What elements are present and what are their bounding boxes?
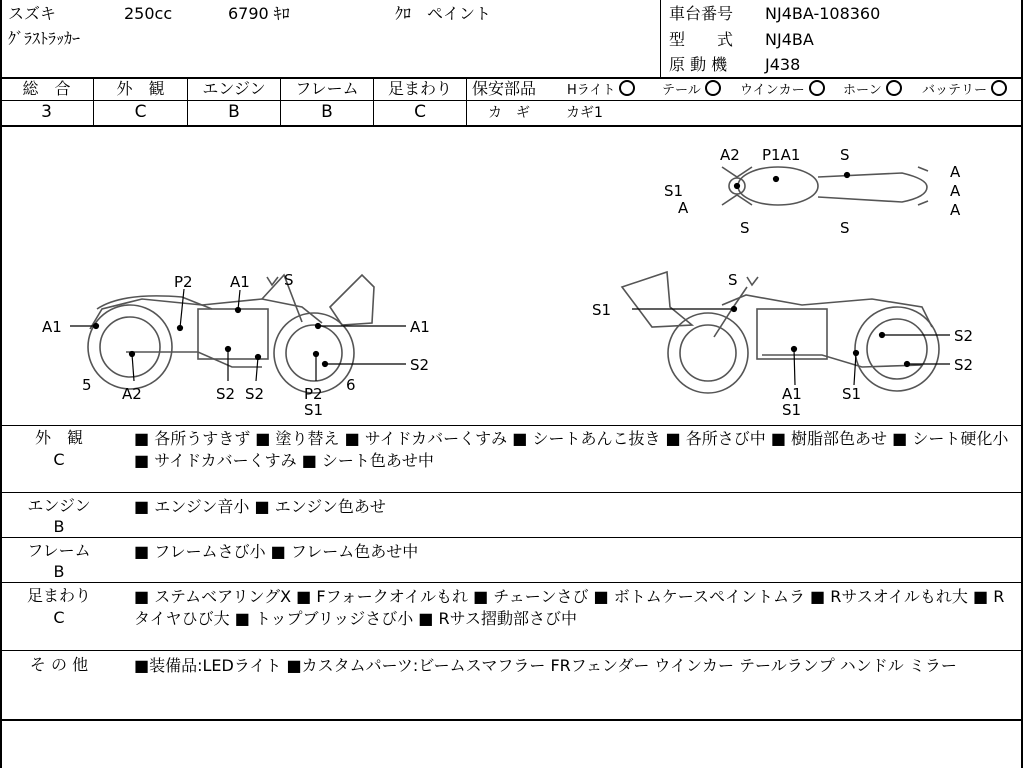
diagram-label: A <box>950 182 961 200</box>
diagram-label: 5 <box>82 376 92 394</box>
safety-label: 保安部品 <box>472 79 537 98</box>
grade-frame: B <box>321 102 333 122</box>
diagram-label: A1 <box>410 318 430 336</box>
diagram-label: S2 <box>954 356 974 374</box>
safety-item-tail: テール <box>662 80 721 101</box>
check-circle-icon <box>886 80 902 96</box>
divider <box>0 492 1023 493</box>
frame-no-label: 車台番号 <box>669 4 734 23</box>
divider <box>0 425 1023 426</box>
key-value: カギ1 <box>566 105 603 121</box>
diagram-label: 6 <box>346 376 356 394</box>
type-label: 型 式 <box>669 30 734 49</box>
safety-item-horn: ホーン <box>843 80 902 101</box>
safety-item-battery: バッテリー <box>922 80 1007 101</box>
remark-text-exterior: ■ 各所うすきず ■ 塗り替え ■ サイドカバーくすみ ■ シートあんこ抜き ■ 各所さび中 ■ 樹脂部色あせ ■ シート硬化小 ■ サイドカバーくすみ ■ シート色あせ中 <box>134 429 1009 470</box>
remark-label-frame: フレーム <box>27 541 91 560</box>
diagram-label: S2 <box>216 385 236 403</box>
right-side-motorcycle <box>622 272 939 393</box>
diagram-label: S1 <box>592 301 612 319</box>
top-view-motorcycle <box>722 167 928 205</box>
remark-text-frame: ■ フレームさび小 ■ フレーム色あせ中 <box>134 542 419 561</box>
frame-no: NJ4BA-108360 <box>765 4 881 23</box>
grade-total: 3 <box>41 102 52 122</box>
diagram-label: S <box>840 146 850 164</box>
diagram-label: A1 <box>782 385 802 403</box>
diagram-label: S <box>284 271 294 289</box>
check-circle-icon <box>809 80 825 96</box>
grade-frame-label: フレーム <box>295 79 359 98</box>
engine-code: J438 <box>765 55 801 74</box>
diagram-label: A1 <box>42 318 62 336</box>
diagram-label: S1 <box>664 182 684 200</box>
remark-grade-frame: B <box>53 562 65 581</box>
diagram-label: A2 <box>122 385 142 403</box>
diagram-label: A <box>950 163 961 181</box>
remark-label-suspension: 足まわり <box>26 586 91 605</box>
grade-engine: B <box>228 102 240 122</box>
diagram-label: A <box>678 199 689 217</box>
diagram-label: P2 <box>174 273 193 291</box>
damage-diagram <box>2 127 1021 425</box>
diagram-label: A <box>950 201 961 219</box>
remark-text-engine: ■ エンジン音小 ■ エンジン色あせ <box>134 497 386 516</box>
diagram-label: S2 <box>245 385 265 403</box>
check-circle-icon <box>705 80 721 96</box>
divider <box>0 582 1023 583</box>
type-value: NJ4BA <box>765 30 814 49</box>
divider <box>660 0 661 78</box>
color: ｸﾛ ペイント <box>395 4 492 23</box>
grade-engine-label: エンジン <box>202 79 266 98</box>
diagram-label: A1 <box>230 273 250 291</box>
diagram-label: S1 <box>842 385 862 403</box>
outer-border-right <box>1021 0 1023 768</box>
remark-text-suspension: ■ ステムベアリングX ■ Fフォークオイルもれ ■ チェーンさび ■ ボトムケースペイントムラ ■ Rサスオイルもれ大 ■ Rタイヤひび大 ■ トップブリッジさび小 ■ Rサス摺動部さび中 <box>134 587 1005 628</box>
remark-label-exterior: 外 観 <box>34 428 83 447</box>
engine-code-label: 原 動 機 <box>669 55 728 74</box>
divider <box>0 719 1023 721</box>
remark-grade-engine: B <box>53 517 65 536</box>
divider <box>0 537 1023 538</box>
key-label: カ ギ <box>488 105 530 121</box>
remark-label-engine: エンジン <box>27 496 91 515</box>
grade-suspension: C <box>414 102 426 122</box>
remark-grade-exterior: C <box>53 450 65 469</box>
model-name: ｸﾞﾗｽﾄﾗｯｶｰ <box>8 29 81 48</box>
diagram-label: A2 <box>720 146 740 164</box>
diagram-label: S1 <box>304 401 324 419</box>
diagram-label: S2 <box>410 356 430 374</box>
safety-item-winker: ウインカー <box>740 80 825 101</box>
remark-label-other: そ の 他 <box>29 655 89 674</box>
diagram-label: S2 <box>954 327 974 345</box>
diagram-labels <box>42 146 973 419</box>
diagram-label: P2 <box>304 385 323 403</box>
remark-grade-suspension: C <box>53 608 65 627</box>
displacement: 250cc <box>124 4 173 23</box>
safety-item-headlight: Hライト <box>567 80 635 101</box>
grade-suspension-label: 足まわり <box>387 79 452 98</box>
remark-text-other: ■装備品:LEDライト ■カスタムパーツ:ビームスマフラー FRフェンダー ウインカー テールランプ ハンドル ミラー <box>134 656 957 675</box>
diagram-label: S <box>840 219 850 237</box>
grade-exterior: C <box>134 102 147 122</box>
diagram-label: S <box>728 271 738 289</box>
diagram-label: S <box>740 219 750 237</box>
grade-exterior-label: 外 観 <box>116 79 165 98</box>
check-circle-icon <box>991 80 1007 96</box>
divider <box>0 650 1023 651</box>
mileage: 6790 ｷﾛ <box>228 4 290 23</box>
diagram-label: S1 <box>782 401 802 419</box>
divider <box>466 78 467 126</box>
maker: スズキ <box>8 4 57 23</box>
grade-total-label: 総 合 <box>22 79 71 98</box>
left-side-motorcycle <box>88 275 374 393</box>
diagram-label: P1A1 <box>762 146 801 164</box>
check-circle-icon <box>619 80 635 96</box>
